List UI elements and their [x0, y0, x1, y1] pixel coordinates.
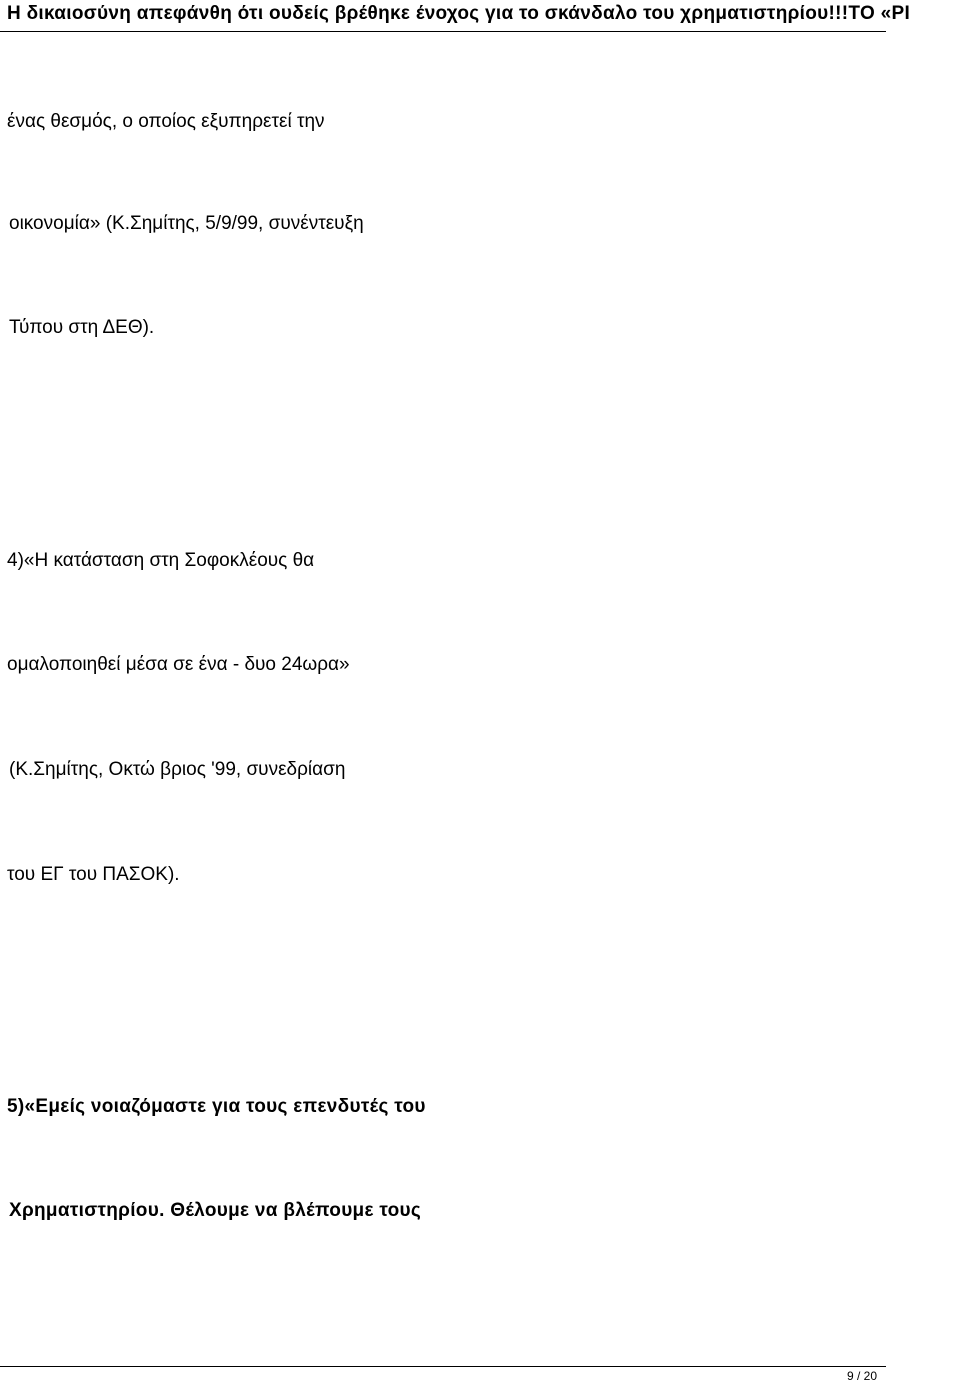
text-line-1: ένας θεσμός, ο οποίος εξυπηρετεί την: [7, 111, 325, 132]
text-line-3: Τύπου στη ΔΕΘ).: [9, 317, 155, 338]
text-line-9: Χρηματιστηρίου. Θέλουμε να βλέπουμε τους: [9, 1200, 422, 1221]
page-number: 9 / 20: [846, 1369, 877, 1383]
text-line-8: 5)«Εμείς νοιαζόμαστε για τους επενδυτές του: [7, 1096, 426, 1117]
text-line-2: οικονομία» (Κ.Σημίτης, 5/9/99, συνέντευξη: [9, 213, 364, 234]
text-line-5: ομαλοποιηθεί μέσα σε ένα - δυο 24ωρα»: [7, 654, 350, 675]
header-divider: [0, 31, 886, 32]
text-line-6: (Κ.Σημίτης, Οκτώ βριος '99, συνεδρίαση: [9, 759, 346, 780]
footer-divider: [0, 1366, 886, 1367]
text-line-7: του ΕΓ του ΠΑΣΟΚ).: [7, 864, 180, 885]
text-line-4: 4)«Η κατάσταση στη Σοφοκλέους θα: [7, 550, 315, 571]
document-header-title: Η δικαιοσύνη απεφάνθη ότι ουδείς βρέθηκε ένοχος για το σκάνδαλο του χρηματιστηρίου!!!ΤΟ «ΡΙ: [7, 3, 911, 24]
